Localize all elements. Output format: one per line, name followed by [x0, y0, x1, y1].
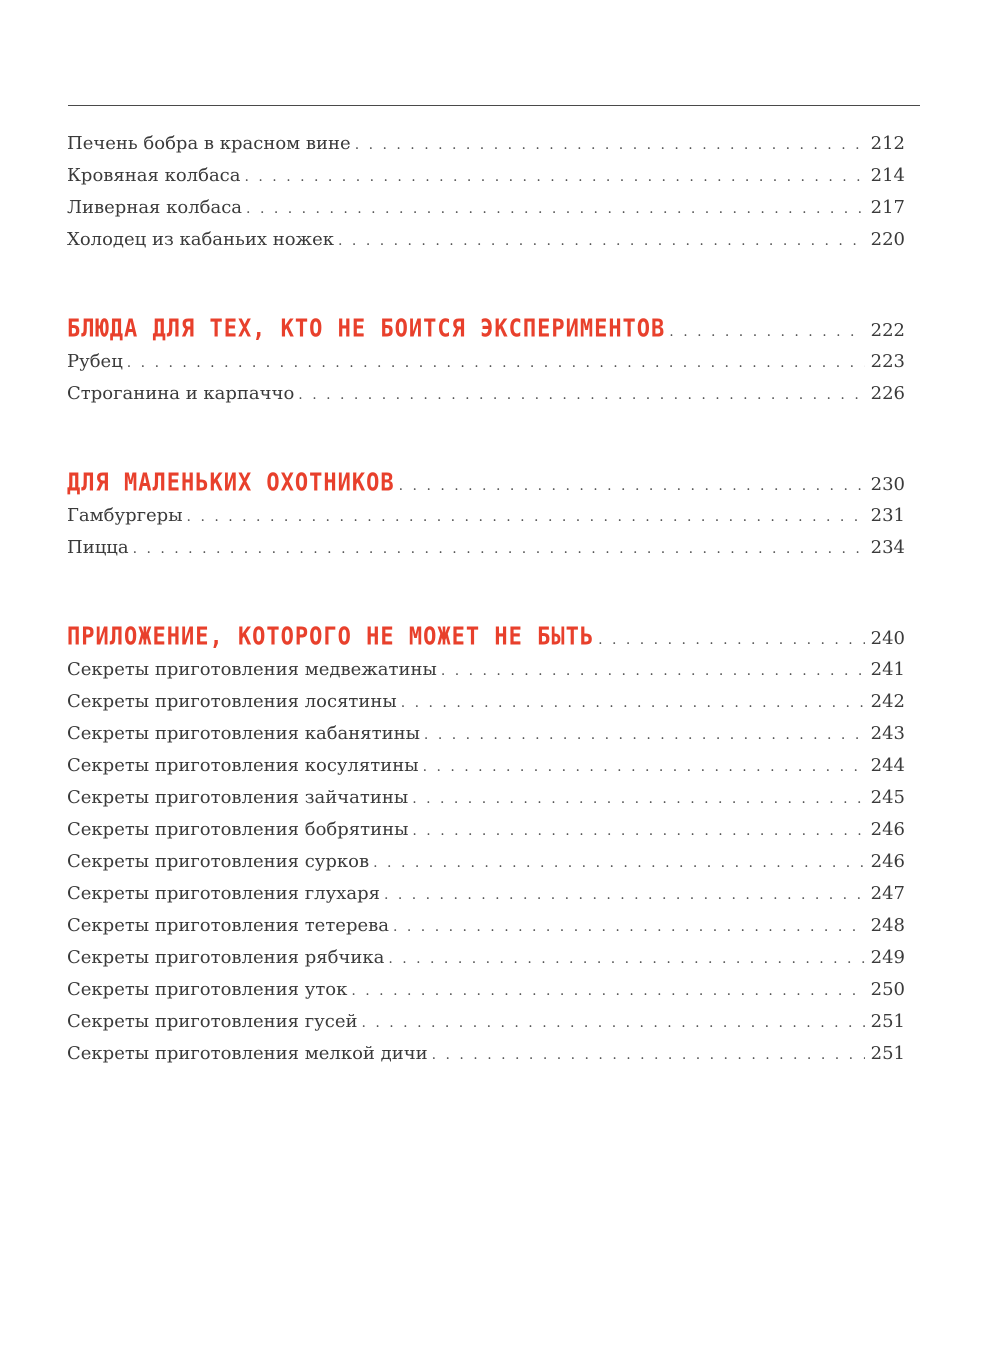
leader-dots [361, 1007, 864, 1039]
entry-page: 226 [870, 383, 905, 404]
heading-title: БЛЮДА ДЛЯ ТЕХ, КТО НЕ БОИТСЯ ЭКСПЕРИМЕНТОВ [67, 315, 666, 344]
toc-entry[interactable] [67, 378, 905, 410]
leader-dots [388, 943, 864, 975]
top-rule [68, 105, 920, 106]
toc-entry[interactable] [67, 782, 905, 814]
toc-entry[interactable] [67, 846, 905, 878]
leader-dots [351, 975, 864, 1007]
toc-section [67, 128, 905, 256]
leader-dots [424, 719, 865, 751]
toc-entry[interactable] [67, 654, 905, 686]
entry-title: Рубец [67, 351, 123, 372]
leader-dots [245, 161, 865, 193]
entry-title: Секреты приготовления кабанятины [67, 723, 420, 744]
toc-entry[interactable] [67, 346, 905, 378]
leader-dots [133, 533, 865, 565]
leader-dots [393, 911, 865, 943]
section-heading[interactable] [67, 314, 905, 346]
entry-page: 220 [870, 229, 905, 250]
toc-entry[interactable] [67, 814, 905, 846]
entry-title: Кровяная колбаса [67, 165, 241, 186]
entry-page: 217 [870, 197, 905, 218]
entry-title: Печень бобра в красном вине [67, 133, 351, 154]
entry-page: 241 [870, 659, 905, 680]
toc-entry[interactable] [67, 718, 905, 750]
heading-page: 230 [870, 474, 905, 495]
section-heading[interactable] [67, 622, 905, 654]
heading-page: 222 [870, 320, 905, 341]
toc-entry[interactable] [67, 532, 905, 564]
entry-page: 243 [870, 723, 905, 744]
leader-dots [373, 847, 864, 879]
toc-entry[interactable] [67, 878, 905, 910]
entry-title: Секреты приготовления гусей [67, 1011, 358, 1032]
entry-title: Секреты приготовления косулятины [67, 755, 419, 776]
toc-entry[interactable] [67, 686, 905, 718]
entry-page: 251 [870, 1043, 905, 1064]
toc-entry[interactable] [67, 500, 905, 532]
leader-dots [355, 129, 865, 161]
section-gap [67, 564, 905, 622]
heading-title: ПРИЛОЖЕНИЕ, КОТОРОГО НЕ МОЖЕТ НЕ БЫТЬ [67, 623, 595, 652]
leader-dots [298, 379, 864, 411]
toc-entry[interactable] [67, 224, 905, 256]
leader-dots [187, 501, 865, 533]
entry-title: Секреты приготовления тетерева [67, 915, 389, 936]
toc-entry[interactable] [67, 942, 905, 974]
entry-page: 242 [870, 691, 905, 712]
heading-page: 240 [870, 628, 905, 649]
leader-dots [338, 225, 865, 257]
toc-entry[interactable] [67, 750, 905, 782]
leader-dots [127, 347, 865, 379]
entry-title: Секреты приготовления глухаря [67, 883, 380, 904]
entry-title: Секреты приготовления уток [67, 979, 348, 1000]
toc-entry[interactable] [67, 910, 905, 942]
leader-dots [412, 783, 864, 815]
leader-dots [412, 815, 864, 847]
entry-title: Секреты приготовления медвежатины [67, 659, 437, 680]
leader-dots [399, 470, 865, 502]
entry-page: 245 [870, 787, 905, 808]
entry-title: Секреты приготовления рябчика [67, 947, 385, 968]
leader-dots [246, 193, 865, 225]
toc-entry[interactable] [67, 192, 905, 224]
entry-page: 249 [870, 947, 905, 968]
entry-title: Секреты приготовления мелкой дичи [67, 1043, 428, 1064]
toc-entry[interactable] [67, 160, 905, 192]
entry-title: Гамбургеры [67, 505, 183, 526]
entry-page: 234 [870, 537, 905, 558]
leader-dots [432, 1039, 865, 1071]
entry-title: Строганина и карпаччо [67, 383, 295, 404]
entry-page: 251 [870, 1011, 905, 1032]
entry-title: Секреты приготовления зайчатины [67, 787, 409, 808]
leader-dots [401, 687, 865, 719]
toc-entry[interactable] [67, 974, 905, 1006]
entry-title: Секреты приготовления лосятины [67, 691, 397, 712]
toc-section [67, 468, 905, 564]
entry-page: 214 [870, 165, 905, 186]
entry-page: 246 [870, 851, 905, 872]
section-heading[interactable] [67, 468, 905, 500]
leader-dots [384, 879, 865, 911]
entry-title: Пицца [67, 537, 129, 558]
entry-title: Ливерная колбаса [67, 197, 243, 218]
leader-dots [423, 751, 865, 783]
toc-entry[interactable] [67, 1038, 905, 1070]
entry-page: 250 [870, 979, 905, 1000]
leader-dots [598, 624, 865, 656]
entry-page: 244 [870, 755, 905, 776]
heading-title: ДЛЯ МАЛЕНЬКИХ ОХОТНИКОВ [67, 469, 395, 498]
leader-dots [669, 316, 864, 348]
entry-title: Холодец из кабаньих ножек [67, 229, 335, 250]
entry-title: Секреты приготовления бобрятины [67, 819, 409, 840]
entry-page: 246 [870, 819, 905, 840]
entry-title: Секреты приготовления сурков [67, 851, 370, 872]
entry-page: 212 [870, 133, 905, 154]
leader-dots [441, 655, 865, 687]
entry-page: 231 [870, 505, 905, 526]
toc-section [67, 314, 905, 410]
toc-section [67, 622, 905, 1070]
section-gap [67, 410, 905, 468]
table-of-contents [67, 128, 905, 1070]
toc-entry[interactable] [67, 1006, 905, 1038]
entry-page: 247 [870, 883, 905, 904]
section-gap [67, 256, 905, 314]
toc-entry[interactable] [67, 128, 905, 160]
entry-page: 248 [870, 915, 905, 936]
entry-page: 223 [870, 351, 905, 372]
